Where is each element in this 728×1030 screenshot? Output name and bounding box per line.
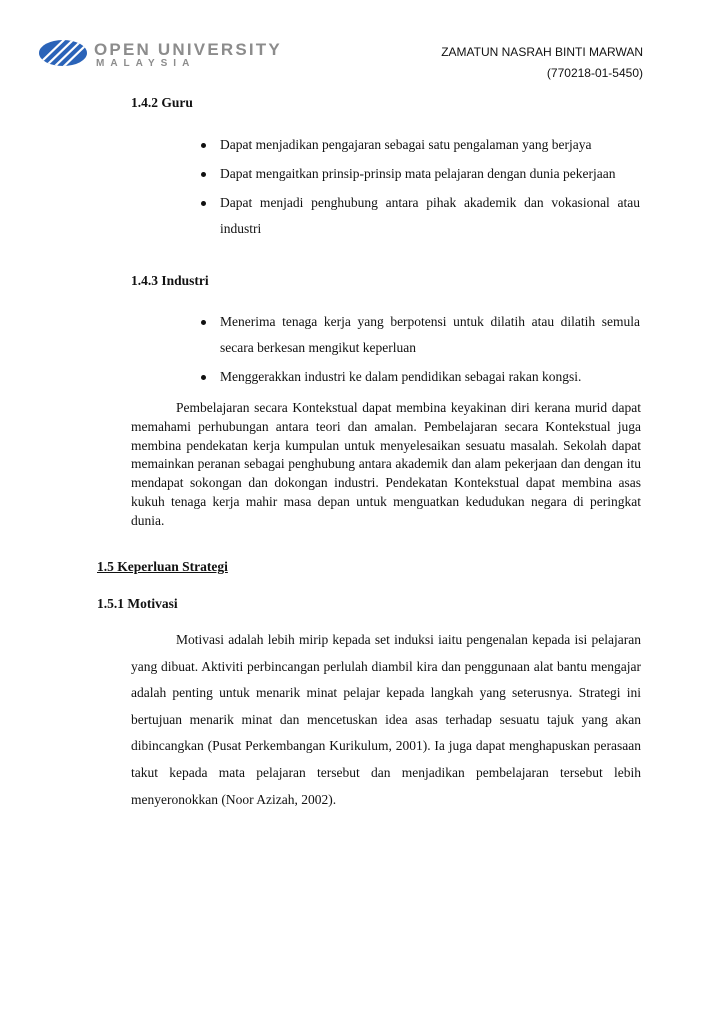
list-item: Menerima tenaga kerja yang berpotensi untuk dilatih atau dilatih semula secara berkesan mengikut keperluan	[196, 309, 640, 361]
author-name: ZAMATUN NASRAH BINTI MARWAN	[441, 45, 643, 59]
list-item: Dapat mengaitkan prinsip-prinsip mata pelajaran dengan dunia pekerjaan	[196, 161, 640, 187]
logo-line1: OPEN UNIVERSITY	[94, 40, 282, 59]
kontekstual-paragraph: Pembelajaran secara Kontekstual dapat membina keyakinan diri kerana murid dapat memahami perhubungan antara teori dan amalan. Pembelajaran secara Kontekstual juga membina pendekatan kerja kumpulan untuk menyelesaikan sesuatu masalah. Sekolah dapat memainkan peranan sebagai penghubung antara akademik dan alam pekerjaan dan dengan itu mendapat sokongan dan dokongan industri. Pendekatan Kontekstual dapat membina asas kukuh tenaga kerja mahir masa depan untuk menguatkan kedudukan negara di peringkat dunia.	[131, 400, 641, 528]
heading-1-4-2: 1.4.2 Guru	[131, 95, 193, 110]
heading-1-4-3: 1.4.3 Industri	[131, 273, 209, 288]
heading-1-5-1: 1.5.1 Motivasi	[97, 596, 178, 611]
globe-icon	[39, 38, 87, 68]
guru-bullet-list	[196, 132, 640, 245]
motivasi-paragraph: Motivasi adalah lebih mirip kepada set induksi iaitu pengenalan kepada isi pelajaran yang dibuat. Aktiviti perbincangan perlulah diambil kira dan penggunaan alat bantu mengajar adalah penting untuk menarik minat pelajar kepada langkah yang seterusnya. Strategi ini bertujuan menarik minat dan mencetuskan idea asas terhadap sesuatu tajuk yang akan dibincangkan (Pusat Perkembangan Kurikulum, 2001). Ia juga dapat menghapuskan perasaan takut kepada mata pelajaran tersebut dan menjadikan pembelajaran tersebut lebih menyeronokkan (Noor Azizah, 2002).	[131, 632, 641, 807]
list-item: Dapat menjadi penghubung antara pihak akademik dan vokasional atau industri	[196, 190, 640, 242]
industri-bullet-list	[196, 309, 640, 393]
list-item: Dapat menjadikan pengajaran sebagai satu pengalaman yang berjaya	[196, 132, 640, 158]
logo-line2: MALAYSIA	[96, 58, 196, 68]
author-id: (770218-01-5450)	[546, 66, 643, 80]
author-header	[441, 42, 643, 84]
list-item: Menggerakkan industri ke dalam pendidikan sebagai rakan kongsi.	[196, 364, 640, 390]
heading-1-5: 1.5 Keperluan Strategi	[97, 559, 228, 574]
open-university-malaysia-logo	[38, 38, 340, 68]
